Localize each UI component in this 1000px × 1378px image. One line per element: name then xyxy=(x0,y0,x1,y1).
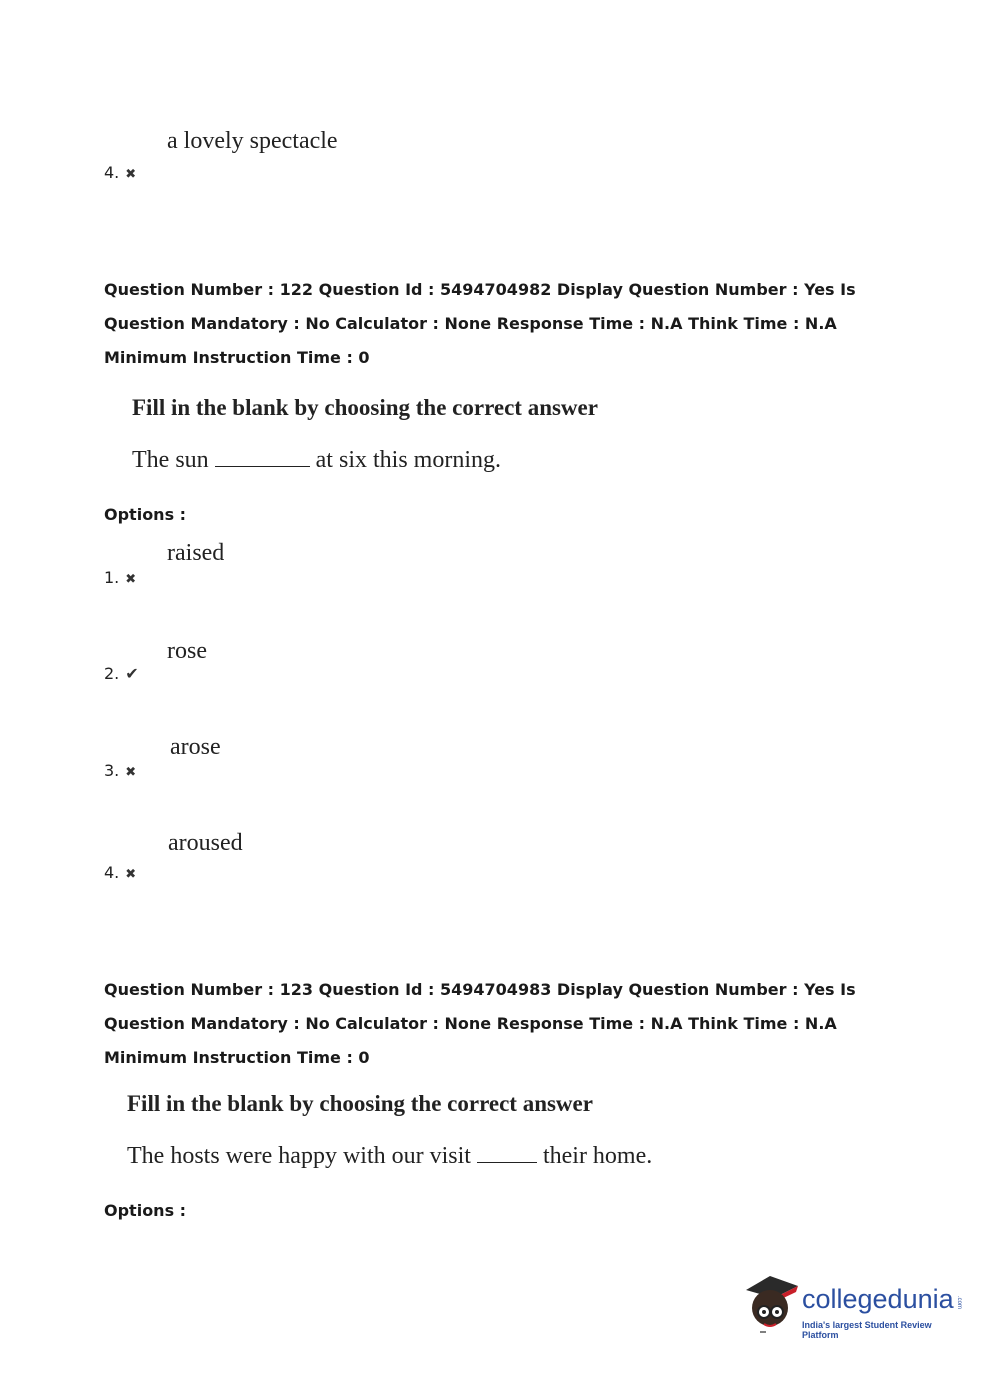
q122-option-2 xyxy=(104,664,139,683)
q122-option-1-text: raised xyxy=(167,540,225,566)
wrong-icon: ✖ xyxy=(125,867,137,882)
question-122-options-label: Options : xyxy=(104,505,187,524)
q122-option-3-text: arose xyxy=(170,734,221,760)
stem-before: The sun xyxy=(132,447,209,473)
wrong-icon: ✖ xyxy=(125,572,137,587)
correct-check-icon: ✔ xyxy=(125,664,139,683)
question-123-stem xyxy=(127,1142,652,1170)
option-number: 4. xyxy=(104,163,120,182)
wrong-icon: ✖ xyxy=(125,167,137,182)
wrong-icon: ✖ xyxy=(125,765,137,780)
question-123-meta: Question Number : 123 Question Id : 5494704983 Display Question Number : Yes Is Question Mandatory : No Calculator : None Response Time : N.A Think Time : N.A Minimum Instruction Time : 0 xyxy=(104,980,856,1067)
stem-before: The hosts were happy with our visit xyxy=(127,1143,471,1169)
option-number: 2. xyxy=(104,664,120,683)
stem-after: their home. xyxy=(542,1143,653,1169)
q122-option-2-text: rose xyxy=(167,638,207,664)
option-number: 1. xyxy=(104,568,120,587)
logo-wordmark: collegedunia xyxy=(802,1284,954,1314)
prev-option-4-text: a lovely spectacle xyxy=(167,128,338,154)
option-number: 4. xyxy=(104,863,120,882)
question-122-stem xyxy=(132,446,501,474)
option-number: 3. xyxy=(104,761,120,780)
collegedunia-logo xyxy=(740,1270,970,1340)
question-123-title: Fill in the blank by choosing the correct answer xyxy=(127,1091,593,1116)
q122-option-3 xyxy=(104,761,136,780)
answer-blank xyxy=(477,1142,537,1163)
logo-suffix: .com xyxy=(956,1296,962,1310)
question-122-meta: Question Number : 122 Question Id : 5494704982 Display Question Number : Yes Is Question Mandatory : No Calculator : None Response Time : N.A Think Time : N.A Minimum Instruction Time : 0 xyxy=(104,280,856,367)
q122-option-1 xyxy=(104,568,136,587)
logo-tagline: India's largest Student Review Platform xyxy=(802,1320,932,1340)
mascot-icon xyxy=(740,1270,802,1336)
q122-option-4 xyxy=(104,863,136,882)
stem-after: at six this morning. xyxy=(315,447,501,473)
question-122-title: Fill in the blank by choosing the correct answer xyxy=(132,395,598,420)
answer-blank xyxy=(215,446,310,467)
question-123-options-label: Options : xyxy=(104,1201,187,1220)
prev-option-4 xyxy=(104,163,136,182)
q122-option-4-text: aroused xyxy=(168,830,243,856)
